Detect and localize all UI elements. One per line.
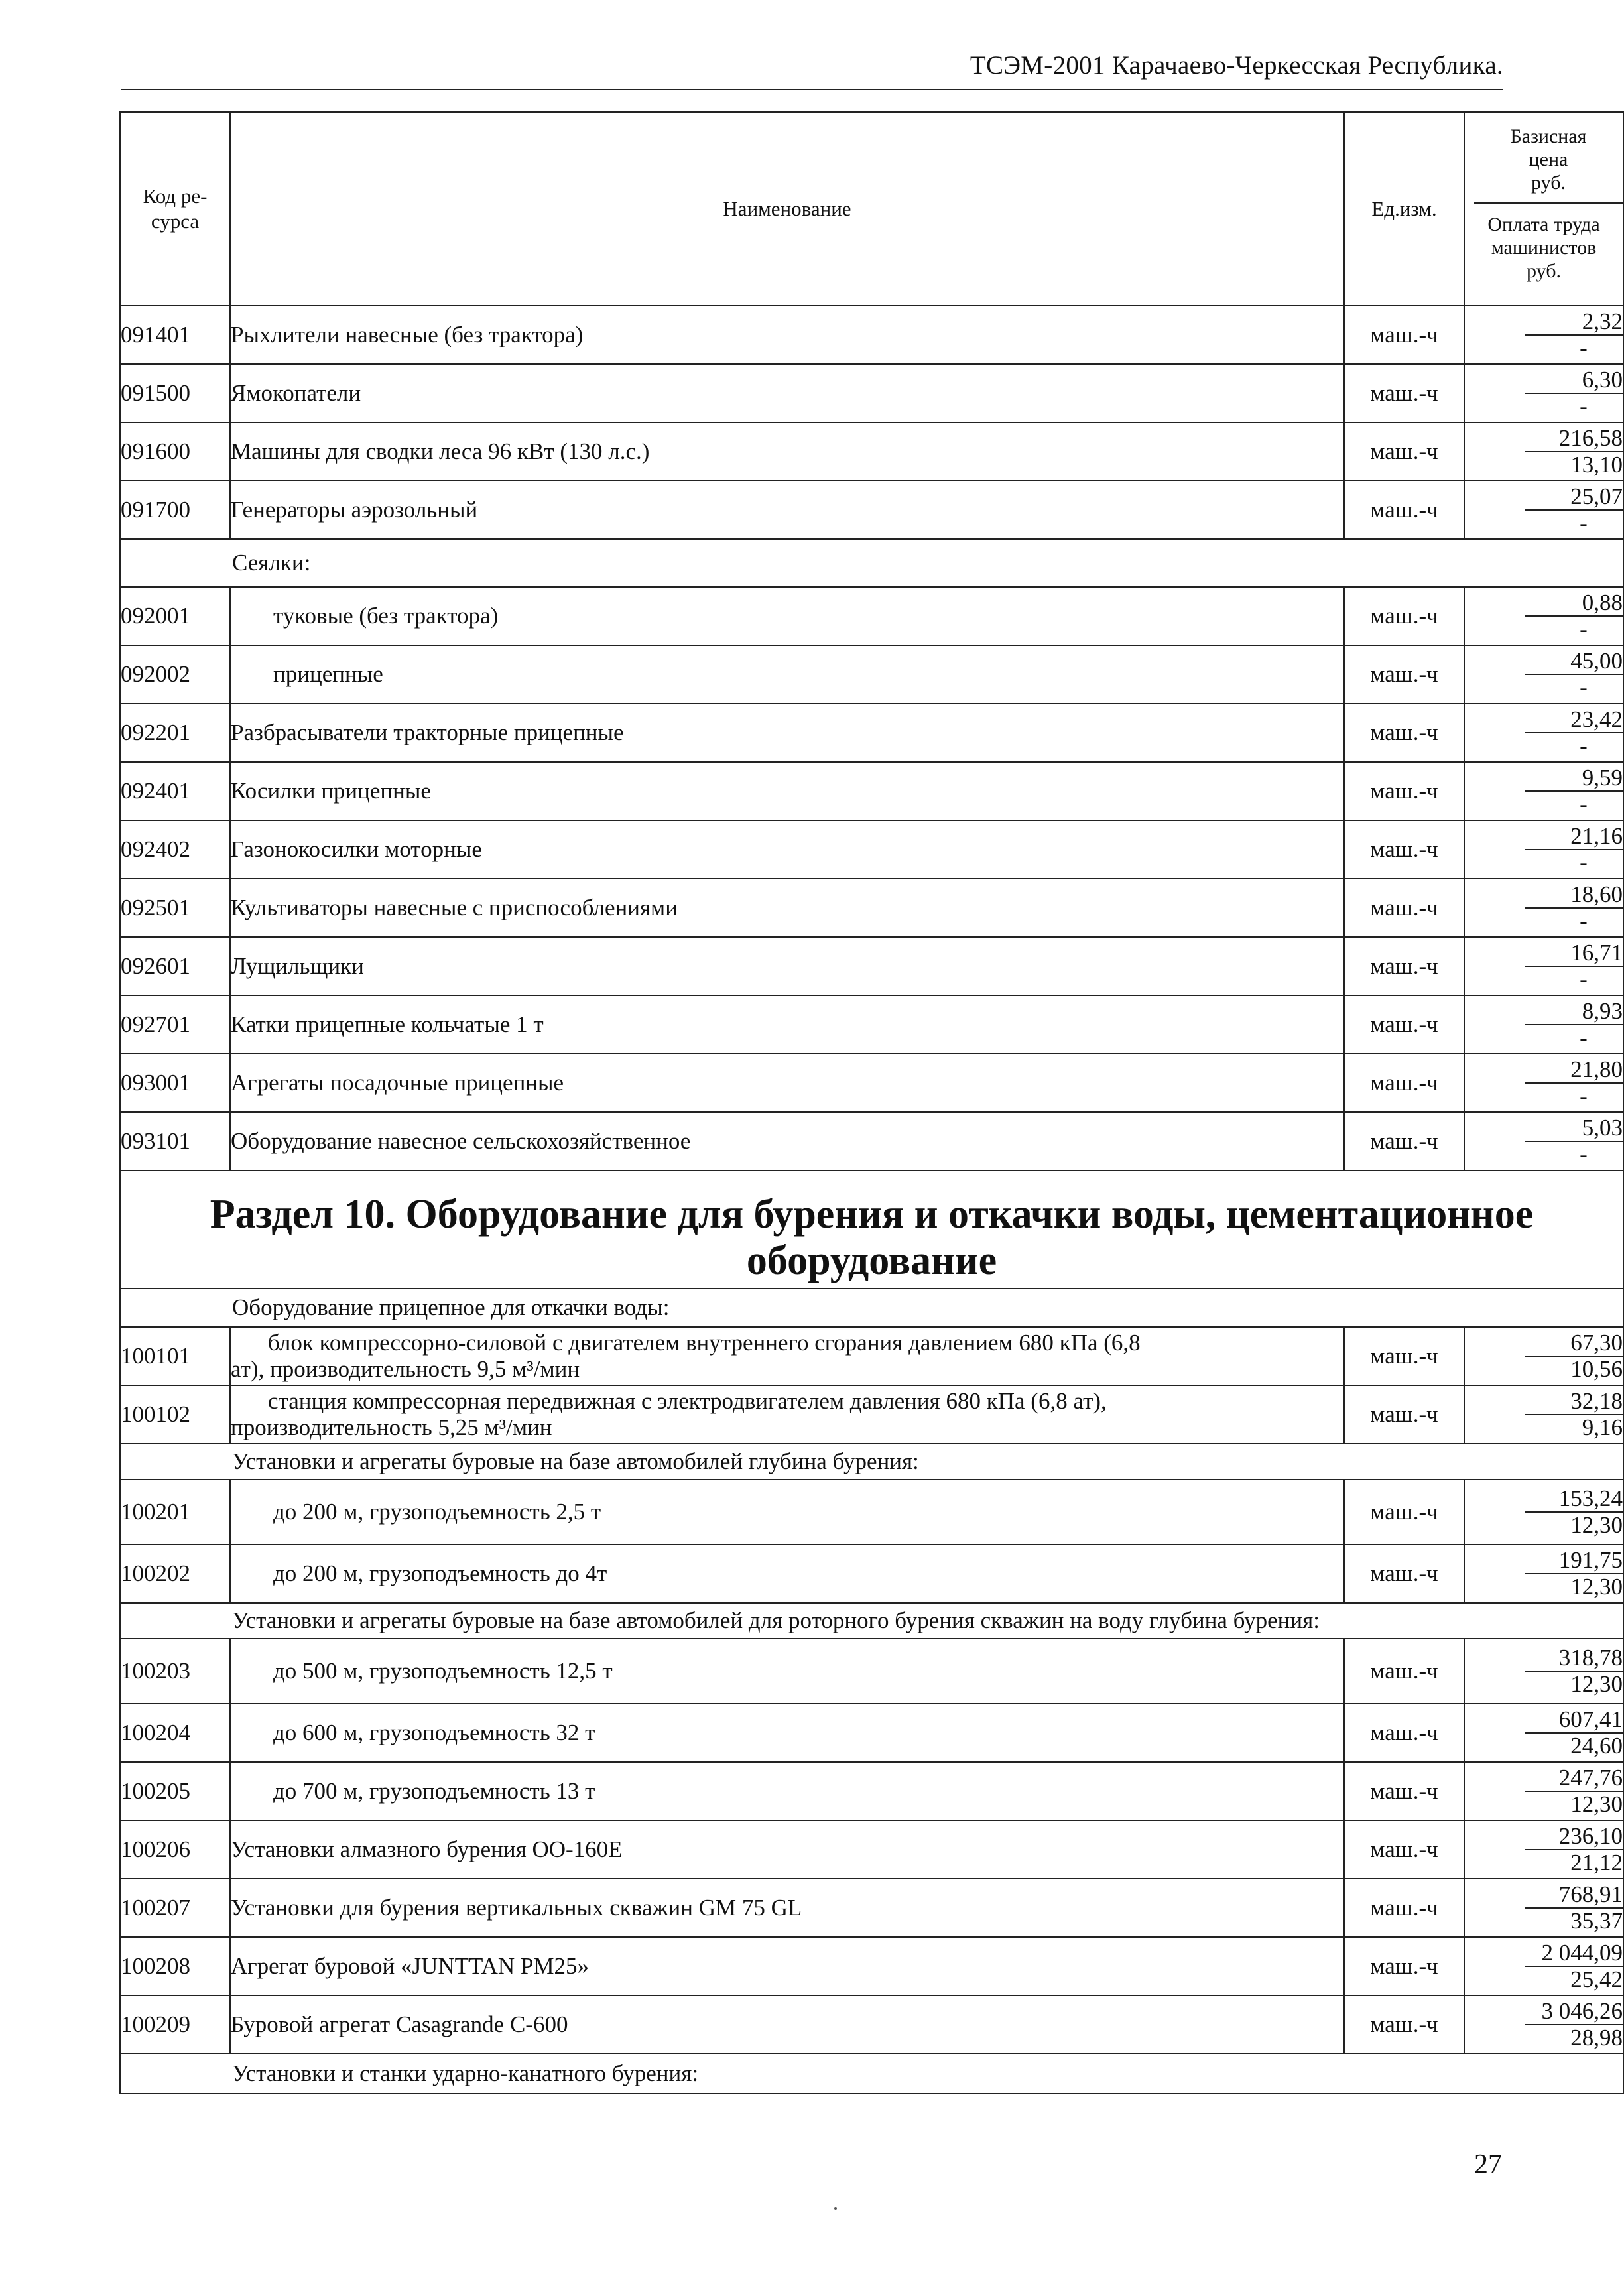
row-operator-wage: - <box>1580 1083 1588 1109</box>
table-row <box>120 422 1623 481</box>
row-operator-wage: - <box>1580 733 1588 759</box>
table-row <box>120 1112 1623 1170</box>
row-code: 092401 <box>120 762 230 820</box>
row-base-price: 5,03 <box>1525 1115 1623 1142</box>
group-heading-cable: Установки и станки ударно-канатного бурения: <box>120 2054 1623 2094</box>
row-unit: маш.-ч <box>1344 879 1464 937</box>
row-price-cell <box>1464 1820 1623 1879</box>
row-price-cell <box>1464 1545 1623 1603</box>
row-price-cell <box>1464 364 1623 422</box>
row-name: туковые (без трактора) <box>230 587 1344 645</box>
row-name: до 700 м, грузоподъемность 13 т <box>230 1762 1344 1820</box>
row-code: 091500 <box>120 364 230 422</box>
row-code: 091700 <box>120 481 230 539</box>
row-operator-wage: 13,10 <box>1570 452 1623 477</box>
row-unit: маш.-ч <box>1344 937 1464 995</box>
row-name: Разбрасыватели тракторные прицепные <box>230 704 1344 762</box>
group-row <box>120 2054 1623 2094</box>
row-base-price: 16,71 <box>1525 940 1623 967</box>
row-price-cell <box>1464 704 1623 762</box>
table-row <box>120 879 1623 937</box>
row-name <box>230 1385 1344 1444</box>
row-price-cell <box>1464 820 1623 879</box>
row-operator-wage: 12,30 <box>1570 1512 1623 1538</box>
row-code: 100101 <box>120 1327 230 1385</box>
resource-price-table <box>119 111 1624 2094</box>
row-name: Установки алмазного бурения ОО-160Е <box>230 1820 1344 1879</box>
row-base-price: 236,10 <box>1525 1824 1623 1850</box>
column-header-operator-wage: Оплата труда машинистов руб. <box>1487 214 1600 282</box>
row-operator-wage: - <box>1580 616 1588 642</box>
row-base-price: 3 046,26 <box>1525 1999 1623 2025</box>
row-code: 092501 <box>120 879 230 937</box>
row-name: Агрегаты посадочные прицепные <box>230 1054 1344 1112</box>
row-base-price: 6,30 <box>1525 367 1623 394</box>
row-name: Газонокосилки моторные <box>230 820 1344 879</box>
row-unit: маш.-ч <box>1344 1327 1464 1385</box>
group-heading-pump: Оборудование прицепное для откачки воды: <box>120 1289 1623 1327</box>
row-operator-wage: - <box>1580 393 1588 419</box>
row-name: Машины для сводки леса 96 кВт (130 л.с.) <box>230 422 1344 481</box>
row-code: 100204 <box>120 1704 230 1762</box>
column-header-code-text: Код ре- сурса <box>143 184 208 233</box>
row-unit: маш.-ч <box>1344 1937 1464 1995</box>
row-operator-wage: 21,12 <box>1570 1850 1623 1875</box>
row-name-line-1: блок компрессорно-силовой с двигателем внутреннего сгорания давлением 680 кПа (6,8 <box>268 1330 1141 1356</box>
row-name: Генераторы аэрозольный <box>230 481 1344 539</box>
row-code: 092701 <box>120 995 230 1054</box>
row-unit: маш.-ч <box>1344 1879 1464 1937</box>
table-row <box>120 704 1623 762</box>
row-name: Лущильщики <box>230 937 1344 995</box>
group-row <box>120 1289 1623 1327</box>
table-row <box>120 762 1623 820</box>
row-base-price: 9,59 <box>1525 765 1623 792</box>
row-operator-wage: - <box>1580 674 1588 700</box>
row-price-cell <box>1464 587 1623 645</box>
row-name: Ямокопатели <box>230 364 1344 422</box>
row-name-line-1: станция компрессорная передвижная с электродвигателем давления 680 кПа (6,8 ат), <box>268 1388 1107 1414</box>
table-row <box>120 306 1623 364</box>
page-number: 27 <box>1474 2149 1502 2180</box>
row-unit: маш.-ч <box>1344 1545 1464 1603</box>
row-code: 092402 <box>120 820 230 879</box>
row-name: Рыхлители навесные (без трактора) <box>230 306 1344 364</box>
row-unit: маш.-ч <box>1344 1385 1464 1444</box>
header-rule <box>121 89 1503 90</box>
row-code: 092001 <box>120 587 230 645</box>
row-base-price: 607,41 <box>1525 1707 1623 1734</box>
row-price-cell <box>1464 762 1623 820</box>
row-unit: маш.-ч <box>1344 1762 1464 1820</box>
row-price-cell <box>1464 1995 1623 2054</box>
group-row <box>120 1603 1623 1639</box>
row-price-cell <box>1464 995 1623 1054</box>
row-operator-wage: 24,60 <box>1570 1733 1623 1759</box>
table-row <box>120 1937 1623 1995</box>
row-base-price: 0,88 <box>1525 590 1623 617</box>
section-row <box>120 1170 1623 1289</box>
row-base-price: 25,07 <box>1525 484 1623 511</box>
row-code: 100203 <box>120 1639 230 1704</box>
row-name: до 500 м, грузоподъемность 12,5 т <box>230 1639 1344 1704</box>
table-row <box>120 1054 1623 1112</box>
row-code: 092201 <box>120 704 230 762</box>
row-operator-wage: - <box>1580 908 1588 934</box>
row-unit: маш.-ч <box>1344 1820 1464 1879</box>
table-row <box>120 995 1623 1054</box>
row-name: Установки для бурения вертикальных скважин GM 75 GL <box>230 1879 1344 1937</box>
row-unit: маш.-ч <box>1344 1995 1464 2054</box>
row-operator-wage: - <box>1580 335 1588 361</box>
column-header-code <box>120 112 230 306</box>
row-operator-wage: 9,16 <box>1582 1415 1623 1440</box>
row-name-line-2: ат), производительность 9,5 м³/мин <box>231 1356 580 1382</box>
group-row <box>120 539 1623 587</box>
row-base-price: 21,16 <box>1525 824 1623 850</box>
row-code: 100206 <box>120 1820 230 1879</box>
table-row <box>120 820 1623 879</box>
table-row <box>120 1327 1623 1385</box>
row-name: до 200 м, грузоподъемность 2,5 т <box>230 1480 1344 1545</box>
row-unit: маш.-ч <box>1344 1112 1464 1170</box>
row-operator-wage: 12,30 <box>1570 1671 1623 1697</box>
table-row <box>120 1879 1623 1937</box>
group-row <box>120 1444 1623 1480</box>
table-row <box>120 1762 1623 1820</box>
row-base-price: 67,30 <box>1525 1330 1623 1357</box>
row-unit: маш.-ч <box>1344 1704 1464 1762</box>
scan-speck <box>834 2207 837 2210</box>
row-unit: маш.-ч <box>1344 704 1464 762</box>
row-base-price: 8,93 <box>1525 999 1623 1025</box>
row-price-cell <box>1464 645 1623 704</box>
row-name: Агрегат буровой «JUNTTAN PM25» <box>230 1937 1344 1995</box>
row-operator-wage: - <box>1580 510 1588 536</box>
row-code: 100102 <box>120 1385 230 1444</box>
row-unit: маш.-ч <box>1344 481 1464 539</box>
row-price-cell <box>1464 1704 1623 1762</box>
row-name: Катки прицепные кольчатые 1 т <box>230 995 1344 1054</box>
row-base-price: 153,24 <box>1525 1486 1623 1513</box>
table-row <box>120 1480 1623 1545</box>
row-price-cell <box>1464 1762 1623 1820</box>
column-header-base-price: Базисная цена руб. <box>1474 113 1623 204</box>
row-unit: маш.-ч <box>1344 645 1464 704</box>
column-header-unit-text: Ед.изм. <box>1371 197 1437 220</box>
table-row <box>120 364 1623 422</box>
row-unit: маш.-ч <box>1344 762 1464 820</box>
row-price-cell <box>1464 1385 1623 1444</box>
row-unit: маш.-ч <box>1344 1480 1464 1545</box>
row-base-price: 23,42 <box>1525 707 1623 733</box>
row-operator-wage: 10,56 <box>1570 1356 1623 1382</box>
row-price-cell <box>1464 1937 1623 1995</box>
row-code: 100208 <box>120 1937 230 1995</box>
row-code: 091600 <box>120 422 230 481</box>
row-base-price: 247,76 <box>1525 1765 1623 1792</box>
row-unit: маш.-ч <box>1344 1054 1464 1112</box>
row-name: до 600 м, грузоподъемность 32 т <box>230 1704 1344 1762</box>
row-code: 093101 <box>120 1112 230 1170</box>
row-base-price: 2 044,09 <box>1525 1940 1623 1967</box>
group-heading-auto: Установки и агрегаты буровые на базе автомобилей глубина бурения: <box>120 1444 1623 1480</box>
row-unit: маш.-ч <box>1344 422 1464 481</box>
row-operator-wage: - <box>1580 791 1588 817</box>
row-name <box>230 1327 1344 1385</box>
column-header-name <box>230 112 1344 306</box>
row-name: прицепные <box>230 645 1344 704</box>
column-header-name-text: Наименование <box>723 197 851 220</box>
group-heading-rotary: Установки и агрегаты буровые на базе автомобилей для роторного бурения скважин на воду глубина бурения: <box>120 1603 1623 1639</box>
table-row <box>120 587 1623 645</box>
table-row <box>120 1995 1623 2054</box>
row-price-cell <box>1464 1480 1623 1545</box>
table-row <box>120 1704 1623 1762</box>
row-unit: маш.-ч <box>1344 820 1464 879</box>
row-code: 093001 <box>120 1054 230 1112</box>
row-operator-wage: 12,30 <box>1570 1574 1623 1600</box>
row-price-cell <box>1464 1112 1623 1170</box>
section-title: Раздел 10. Оборудование для бурения и откачки воды, цементационное оборудование <box>120 1170 1623 1289</box>
row-base-price: 32,18 <box>1525 1389 1623 1415</box>
row-code: 100207 <box>120 1879 230 1937</box>
row-price-cell <box>1464 306 1623 364</box>
row-unit: маш.-ч <box>1344 995 1464 1054</box>
table-row <box>120 1545 1623 1603</box>
table-row <box>120 1385 1623 1444</box>
row-code: 091401 <box>120 306 230 364</box>
table-row <box>120 645 1623 704</box>
row-operator-wage: - <box>1580 1141 1588 1167</box>
row-price-cell <box>1464 937 1623 995</box>
row-price-cell <box>1464 879 1623 937</box>
row-price-cell <box>1464 481 1623 539</box>
row-name: Косилки прицепные <box>230 762 1344 820</box>
group-heading-seyalki: Сеялки: <box>120 539 1623 587</box>
row-code: 100202 <box>120 1545 230 1603</box>
row-name-line-2: производительность 5,25 м³/мин <box>231 1415 552 1440</box>
row-base-price: 21,80 <box>1525 1057 1623 1084</box>
row-base-price: 2,32 <box>1525 309 1623 336</box>
table-row <box>120 481 1623 539</box>
row-unit: маш.-ч <box>1344 364 1464 422</box>
row-operator-wage: 35,37 <box>1570 1908 1623 1934</box>
row-unit: маш.-ч <box>1344 587 1464 645</box>
row-price-cell <box>1464 1639 1623 1704</box>
document-header-title: ТСЭМ-2001 Карачаево-Черкесская Республика. <box>969 51 1503 80</box>
row-base-price: 318,78 <box>1525 1645 1623 1672</box>
row-price-cell <box>1464 1327 1623 1385</box>
row-price-cell <box>1464 422 1623 481</box>
row-name: Оборудование навесное сельскохозяйственное <box>230 1112 1344 1170</box>
table-row <box>120 1639 1623 1704</box>
row-code: 092601 <box>120 937 230 995</box>
row-code: 100201 <box>120 1480 230 1545</box>
row-unit: маш.-ч <box>1344 306 1464 364</box>
row-operator-wage: - <box>1580 1025 1588 1050</box>
row-base-price: 768,91 <box>1525 1882 1623 1909</box>
row-base-price: 18,60 <box>1525 882 1623 909</box>
row-unit: маш.-ч <box>1344 1639 1464 1704</box>
row-operator-wage: 25,42 <box>1570 1966 1623 1992</box>
row-name: Культиваторы навесные с приспособлениями <box>230 879 1344 937</box>
row-name: Буровой агрегат Casagrande C-600 <box>230 1995 1344 2054</box>
table-row <box>120 937 1623 995</box>
row-operator-wage: 12,30 <box>1570 1791 1623 1817</box>
row-code: 100209 <box>120 1995 230 2054</box>
row-name: до 200 м, грузоподъемность до 4т <box>230 1545 1344 1603</box>
column-header-price <box>1464 112 1623 306</box>
row-base-price: 191,75 <box>1525 1548 1623 1574</box>
row-price-cell <box>1464 1054 1623 1112</box>
row-code: 100205 <box>120 1762 230 1820</box>
row-code: 092002 <box>120 645 230 704</box>
row-base-price: 216,58 <box>1525 426 1623 452</box>
row-operator-wage: - <box>1580 966 1588 992</box>
row-price-cell <box>1464 1879 1623 1937</box>
row-base-price: 45,00 <box>1525 649 1623 675</box>
row-operator-wage: 28,98 <box>1570 2025 1623 2051</box>
column-header-unit <box>1344 112 1464 306</box>
row-operator-wage: - <box>1580 850 1588 875</box>
table-row <box>120 1820 1623 1879</box>
